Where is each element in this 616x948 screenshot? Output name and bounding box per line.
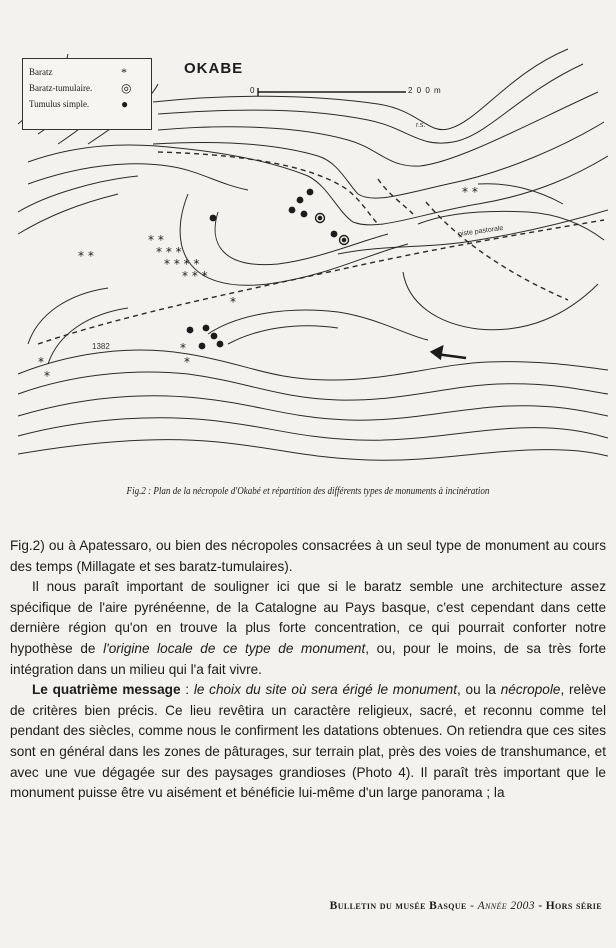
p3-heading: Le quatrième message bbox=[32, 682, 181, 698]
svg-text:*: * bbox=[180, 341, 186, 355]
figure-caption: Fig.2 : Plan de la nécropole d'Okabé et répartition des différents types de monuments à incinération bbox=[126, 486, 490, 497]
svg-text:* *: * * bbox=[78, 249, 94, 263]
map-title: OKABE bbox=[184, 60, 244, 77]
ref-label: r.s. bbox=[416, 122, 426, 129]
tumulus-markers bbox=[187, 189, 338, 350]
svg-text:* * *: * * * bbox=[156, 245, 182, 259]
scale-zero: 0 bbox=[250, 86, 255, 95]
footer-sep: - bbox=[466, 900, 478, 912]
paragraph-1: Fig.2) ou à Apatessaro, ou bien des nécropoles consacrées à un seul type de monument au cours des temps (Millagate et ses baratz-tumulaires). bbox=[10, 538, 606, 574]
asterisk-icon: * bbox=[121, 65, 127, 79]
spot-height-label: 1382 bbox=[92, 342, 110, 351]
p2-text-b: , ou, pour le moins, de sa très forte intégration dans un milieu qui l'a fait vivre. bbox=[10, 640, 607, 677]
legend-label-tumulus: Tumulus simple. bbox=[29, 99, 90, 109]
p3-italic-2: nécropole bbox=[500, 682, 561, 698]
svg-text:* * *: * * * bbox=[182, 269, 208, 283]
filled-dot-icon: ● bbox=[121, 97, 129, 111]
svg-text:* *: * * bbox=[148, 233, 164, 247]
paragraph-2 bbox=[10, 577, 606, 680]
legend-label-baratz: Baratz bbox=[29, 67, 53, 77]
ring-dot-icon: ◎ bbox=[121, 81, 132, 95]
footer-year: Année 2003 bbox=[477, 900, 535, 912]
svg-text:* *: * * bbox=[462, 185, 478, 199]
svg-text:*: * bbox=[38, 355, 44, 369]
map-legend bbox=[22, 58, 152, 130]
road-label: piste pastorale bbox=[457, 224, 504, 239]
p3-text-c: , relève de critères bien précis. Ce lieu revêtira un caractère religieux, sacré, et reconnu comme tel pendant des siècles, comme nous le confirment les datations obtenues. On retiendra que ces sites sont en général dans les zones de pâturages, sur terrain plat, près des voies de transhumance, et avec une vue dégagée sur des paysages grandioses (Photo 4). Il paraît très important que le monument puisse être vu aisément et bénéficie lui-même d'un large panorama ; la bbox=[10, 682, 607, 801]
scale-label: 2 0 0 m bbox=[408, 86, 442, 95]
legend-label-baratz-tumulaire: Baratz-tumulaire. bbox=[29, 83, 93, 93]
paragraph-3 bbox=[10, 680, 606, 804]
p3-sep: : bbox=[180, 682, 194, 698]
svg-text:* * * *: * * * * bbox=[164, 257, 200, 271]
p2-text-a: Il nous paraît important de souligner ici que si le baratz semble une architecture assez spécifique de l'aire pyrénéenne, de la Catalogne au Pays basque, c'est cependant dans cette dernière région qu'on en trouve la plus forte concentration, ce qui pourrait conforter notre hypothèse de bbox=[10, 579, 606, 656]
footer-bulletin: Bulletin du musée Basque bbox=[329, 900, 467, 912]
svg-text:*: * bbox=[184, 355, 190, 369]
footer-series: - Hors série bbox=[534, 900, 602, 912]
baratz-tumulaire-markers bbox=[316, 214, 349, 245]
svg-text:*: * bbox=[230, 295, 236, 309]
svg-text:*: * bbox=[44, 369, 50, 383]
p3-italic-1: le choix du site où sera érigé le monument bbox=[193, 682, 457, 698]
body-text bbox=[10, 536, 606, 804]
p2-italic: l'origine locale de ce type de monument bbox=[103, 640, 366, 656]
page-footer bbox=[330, 900, 602, 912]
baratz-markers bbox=[38, 185, 478, 383]
p3-text-b: , ou la bbox=[457, 682, 501, 698]
figure-okabe-map bbox=[8, 44, 608, 514]
